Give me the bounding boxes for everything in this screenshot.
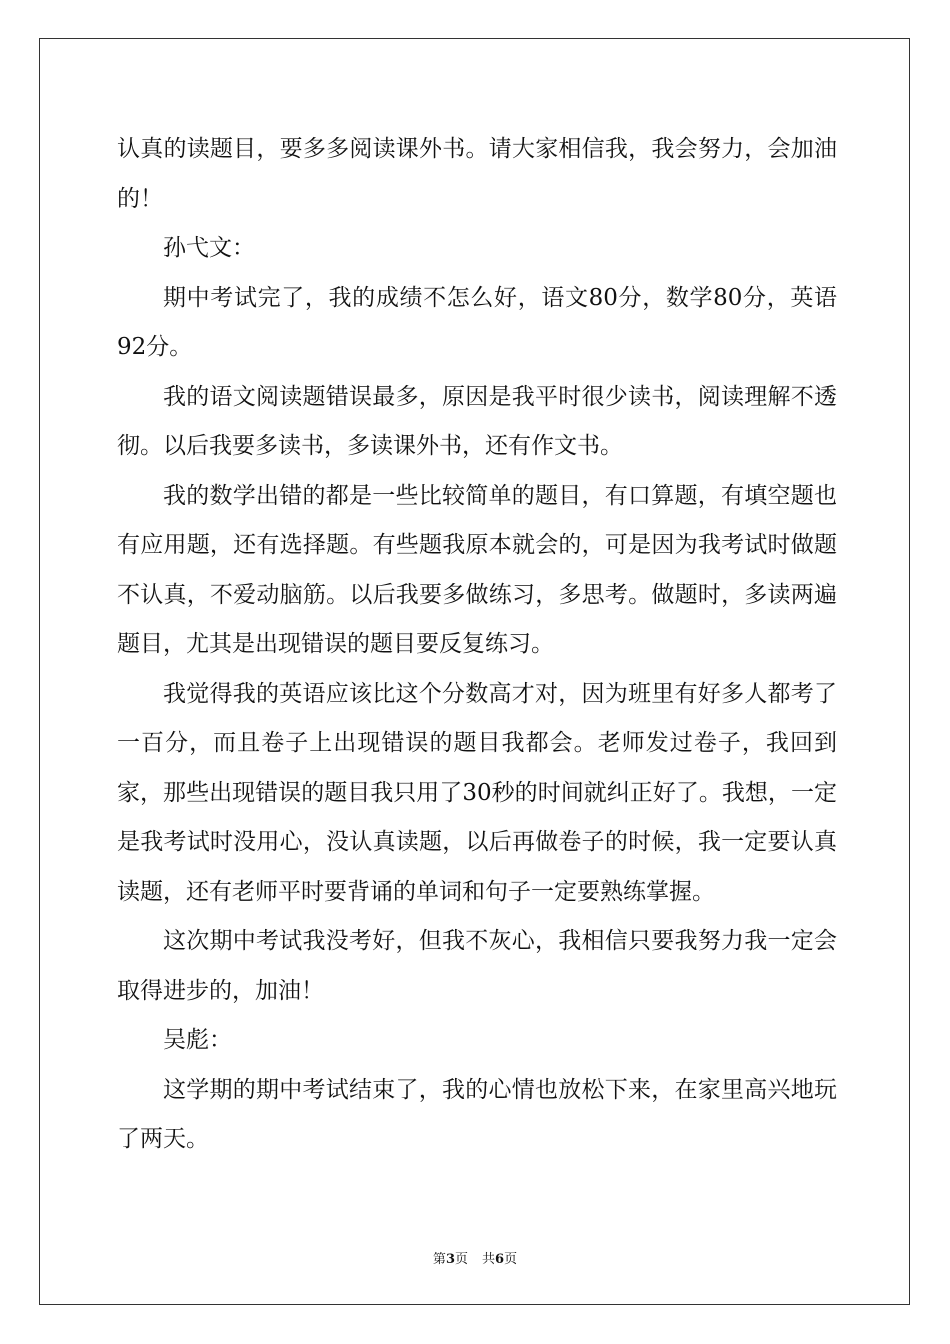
- page-total: 共6页: [482, 1252, 518, 1267]
- paragraph: 我的语文阅读题错误最多，原因是我平时很少读书，阅读理解不透彻。以后我要多读书，多读课外书，还有作文书。: [117, 383, 837, 459]
- document-body: [117, 125, 837, 1165]
- author-heading-wu: 吴彪：: [163, 1027, 232, 1053]
- paragraph: 我觉得我的英语应该比这个分数高才对，因为班里有好多人都考了一百分，而且卷子上出现错误的题目我都会。老师发过卷子，我回到家，那些出现错误的题目我只用了30秒的时间就纠正好了。我想，一定是我考试时没用心，没认真读题，以后再做卷子的时候，我一定要认真读题，还有老师平时要背诵的单词和句子一定要熟练掌握。: [117, 680, 837, 905]
- author-heading-sun: 孙弋文：: [163, 235, 255, 261]
- paragraph: 这学期的期中考试结束了，我的心情也放松下来，在家里高兴地玩了两天。: [117, 1076, 837, 1152]
- paragraph: 我的数学出错的都是一些比较简单的题目，有口算题，有填空题也有应用题，还有选择题。有些题我原本就会的，可是因为我考试时做题不认真，不爱动脑筋。以后我要多做练习，多思考。做题时，多读两遍题目，尤其是出现错误的题目要反复练习。: [117, 482, 837, 657]
- paragraph: 这次期中考试我没考好，但我不灰心，我相信只要我努力我一定会取得进步的，加油！: [117, 928, 837, 1004]
- paragraph: 期中考试完了，我的成绩不怎么好，语文80分，数学80分，英语92分。: [117, 284, 837, 360]
- paragraph: 认真的读题目，要多多阅读课外书。请大家相信我，我会努力，会加油的！: [117, 136, 837, 212]
- page-footer: [0, 1248, 950, 1267]
- page-number: 第3页: [432, 1252, 468, 1267]
